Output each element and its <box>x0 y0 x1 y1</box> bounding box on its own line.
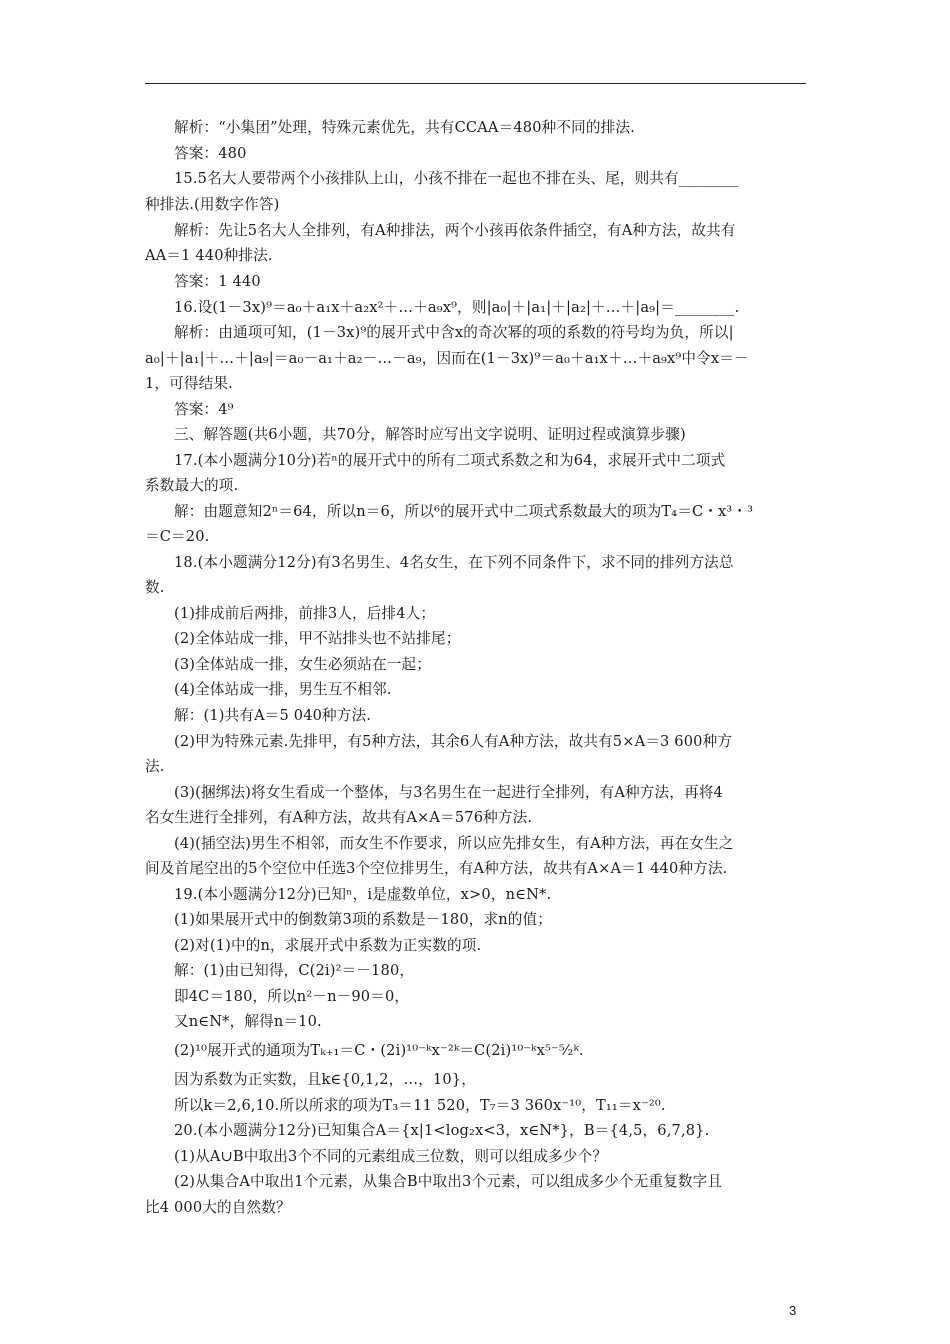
text-line: 解析：由通项可知，(1－3x)⁹的展开式中含x的奇次幂的项的系数的符号均为负，所以| <box>174 324 734 341</box>
text-line: 解：(1)由已知得，C(2i)²＝－180， <box>174 962 415 979</box>
text-line: 1，可得结果. <box>145 375 233 392</box>
text-line: ＝C＝20. <box>145 528 210 545</box>
text-line: 名女生进行全排列，有A种方法，故共有A×A＝576种方法. <box>145 809 533 826</box>
text-line: (2)甲为特殊元素.先排甲，有5种方法，其余6人有A种方法，故共有5×A＝3 600种方 <box>174 733 733 750</box>
text-line: 即4C＝180，所以n²－n－90＝0， <box>174 988 410 1005</box>
header-rule <box>145 83 806 84</box>
text-line: 答案：480 <box>174 145 247 162</box>
page-number: 3 <box>789 1303 797 1318</box>
text-line: 三、解答题(共6小题，共70分，解答时应写出文字说明、证明过程或演算步骤) <box>174 426 686 443</box>
text-line: 所以k＝2,6,10.所以所求的项为T₃＝11 520，T₇＝3 360x⁻¹⁰，T₁₁＝x⁻²⁰. <box>174 1097 666 1114</box>
text-line: (2)全体站成一排，甲不站排头也不站排尾； <box>174 630 461 647</box>
text-line: (2)对(1)中的n，求展开式中系数为正实数的项. <box>174 937 482 954</box>
text-line: 17.(本小题满分10分)若ⁿ的展开式中的所有二项式系数之和为64，求展开式中二项式 <box>174 452 726 469</box>
text-line: AA＝1 440种排法. <box>145 247 273 264</box>
text-line: 16.设(1－3x)⁹＝a₀＋a₁x＋a₂x²＋…＋a₉x⁹，则|a₀|＋|a₁|＋|a₂|＋…＋|a₉|＝________. <box>174 299 740 316</box>
text-line: 间及首尾空出的5个空位中任选3个空位排男生，有A种方法，故共有A×A＝1 440种方法. <box>145 860 728 877</box>
text-line: 系数最大的项. <box>145 477 239 494</box>
text-line: (4)全体站成一排，男生互不相邻. <box>174 681 392 698</box>
text-line: 解：(1)共有A＝5 040种方法. <box>174 707 372 724</box>
text-line: 答案：1 440 <box>174 273 261 290</box>
text-line: 数. <box>145 579 165 596</box>
text-line: (1)排成前后两排，前排3人，后排4人； <box>174 605 436 622</box>
text-line: 18.(本小题满分12分)有3名男生、4名女生，在下列不同条件下，求不同的排列方法总 <box>174 554 734 571</box>
text-line: (1)如果展开式中的倒数第3项的系数是－180，求n的值； <box>174 911 553 928</box>
text-line: 种排法.(用数字作答) <box>145 196 280 213</box>
text-line: (3)(捆绑法)将女生看成一个整体，与3名男生在一起进行全排列，有A种方法，再将4 <box>174 784 723 801</box>
text-line: 又n∈N*，解得n＝10. <box>174 1013 322 1030</box>
text-line: 19.(本小题满分12分)已知ⁿ，i是虚数单位，x>0，n∈N*. <box>174 886 552 903</box>
text-line: (4)(插空法)男生不相邻，而女生不作要求，所以应先排女生，有A种方法，再在女生之 <box>174 835 734 852</box>
text-line: 解：由题意知2ⁿ＝64，所以n＝6，所以⁶的展开式中二项式系数最大的项为T₄＝C・x³・³ <box>174 503 754 520</box>
text-line: 20.(本小题满分12分)已知集合A＝{x|1<log₂x<3，x∈N*}，B＝{4,5，6,7,8}. <box>174 1122 710 1139</box>
text-line: 答案：4⁹ <box>174 401 234 418</box>
text-line: 比4 000大的自然数？ <box>145 1199 291 1216</box>
text-line: 因为系数为正实数，且k∈{0,1,2，…，10}， <box>174 1071 476 1088</box>
text-line: 15.5名大人要带两个小孩排队上山，小孩不排在一起也不排在头、尾，则共有________ <box>174 170 739 187</box>
text-line: (2)¹⁰展开式的通项为Tₖ₊₁＝C・(2i)¹⁰⁻ᵏx⁻²ᵏ＝C(2i)¹⁰⁻ᵏx⁵⁻⁵⁄₂ᵏ. <box>174 1042 584 1059</box>
text-line: 解析：先让5名大人全排列，有A种排法，两个小孩再依条件插空，有A种方法，故共有 <box>174 222 736 239</box>
text-line: a₀|＋|a₁|＋…＋|a₉|＝a₀－a₁＋a₂－…－a₉，因而在(1－3x)⁹＝a₀＋a₁x＋…＋a₉x⁹中令x＝－ <box>145 350 749 367</box>
text-line: (2)从集合A中取出1个元素，从集合B中取出3个元素，可以组成多少个无重复数字且 <box>174 1173 723 1190</box>
text-line: 解析：“小集团”处理，特殊元素优先，共有CCAA＝480种不同的排法. <box>174 119 635 136</box>
text-line: (3)全体站成一排，女生必须站在一起； <box>174 656 432 673</box>
text-line: 法. <box>145 758 165 775</box>
text-line: (1)从A∪B中取出3个不同的元素组成三位数，则可以组成多少个？ <box>174 1148 608 1165</box>
